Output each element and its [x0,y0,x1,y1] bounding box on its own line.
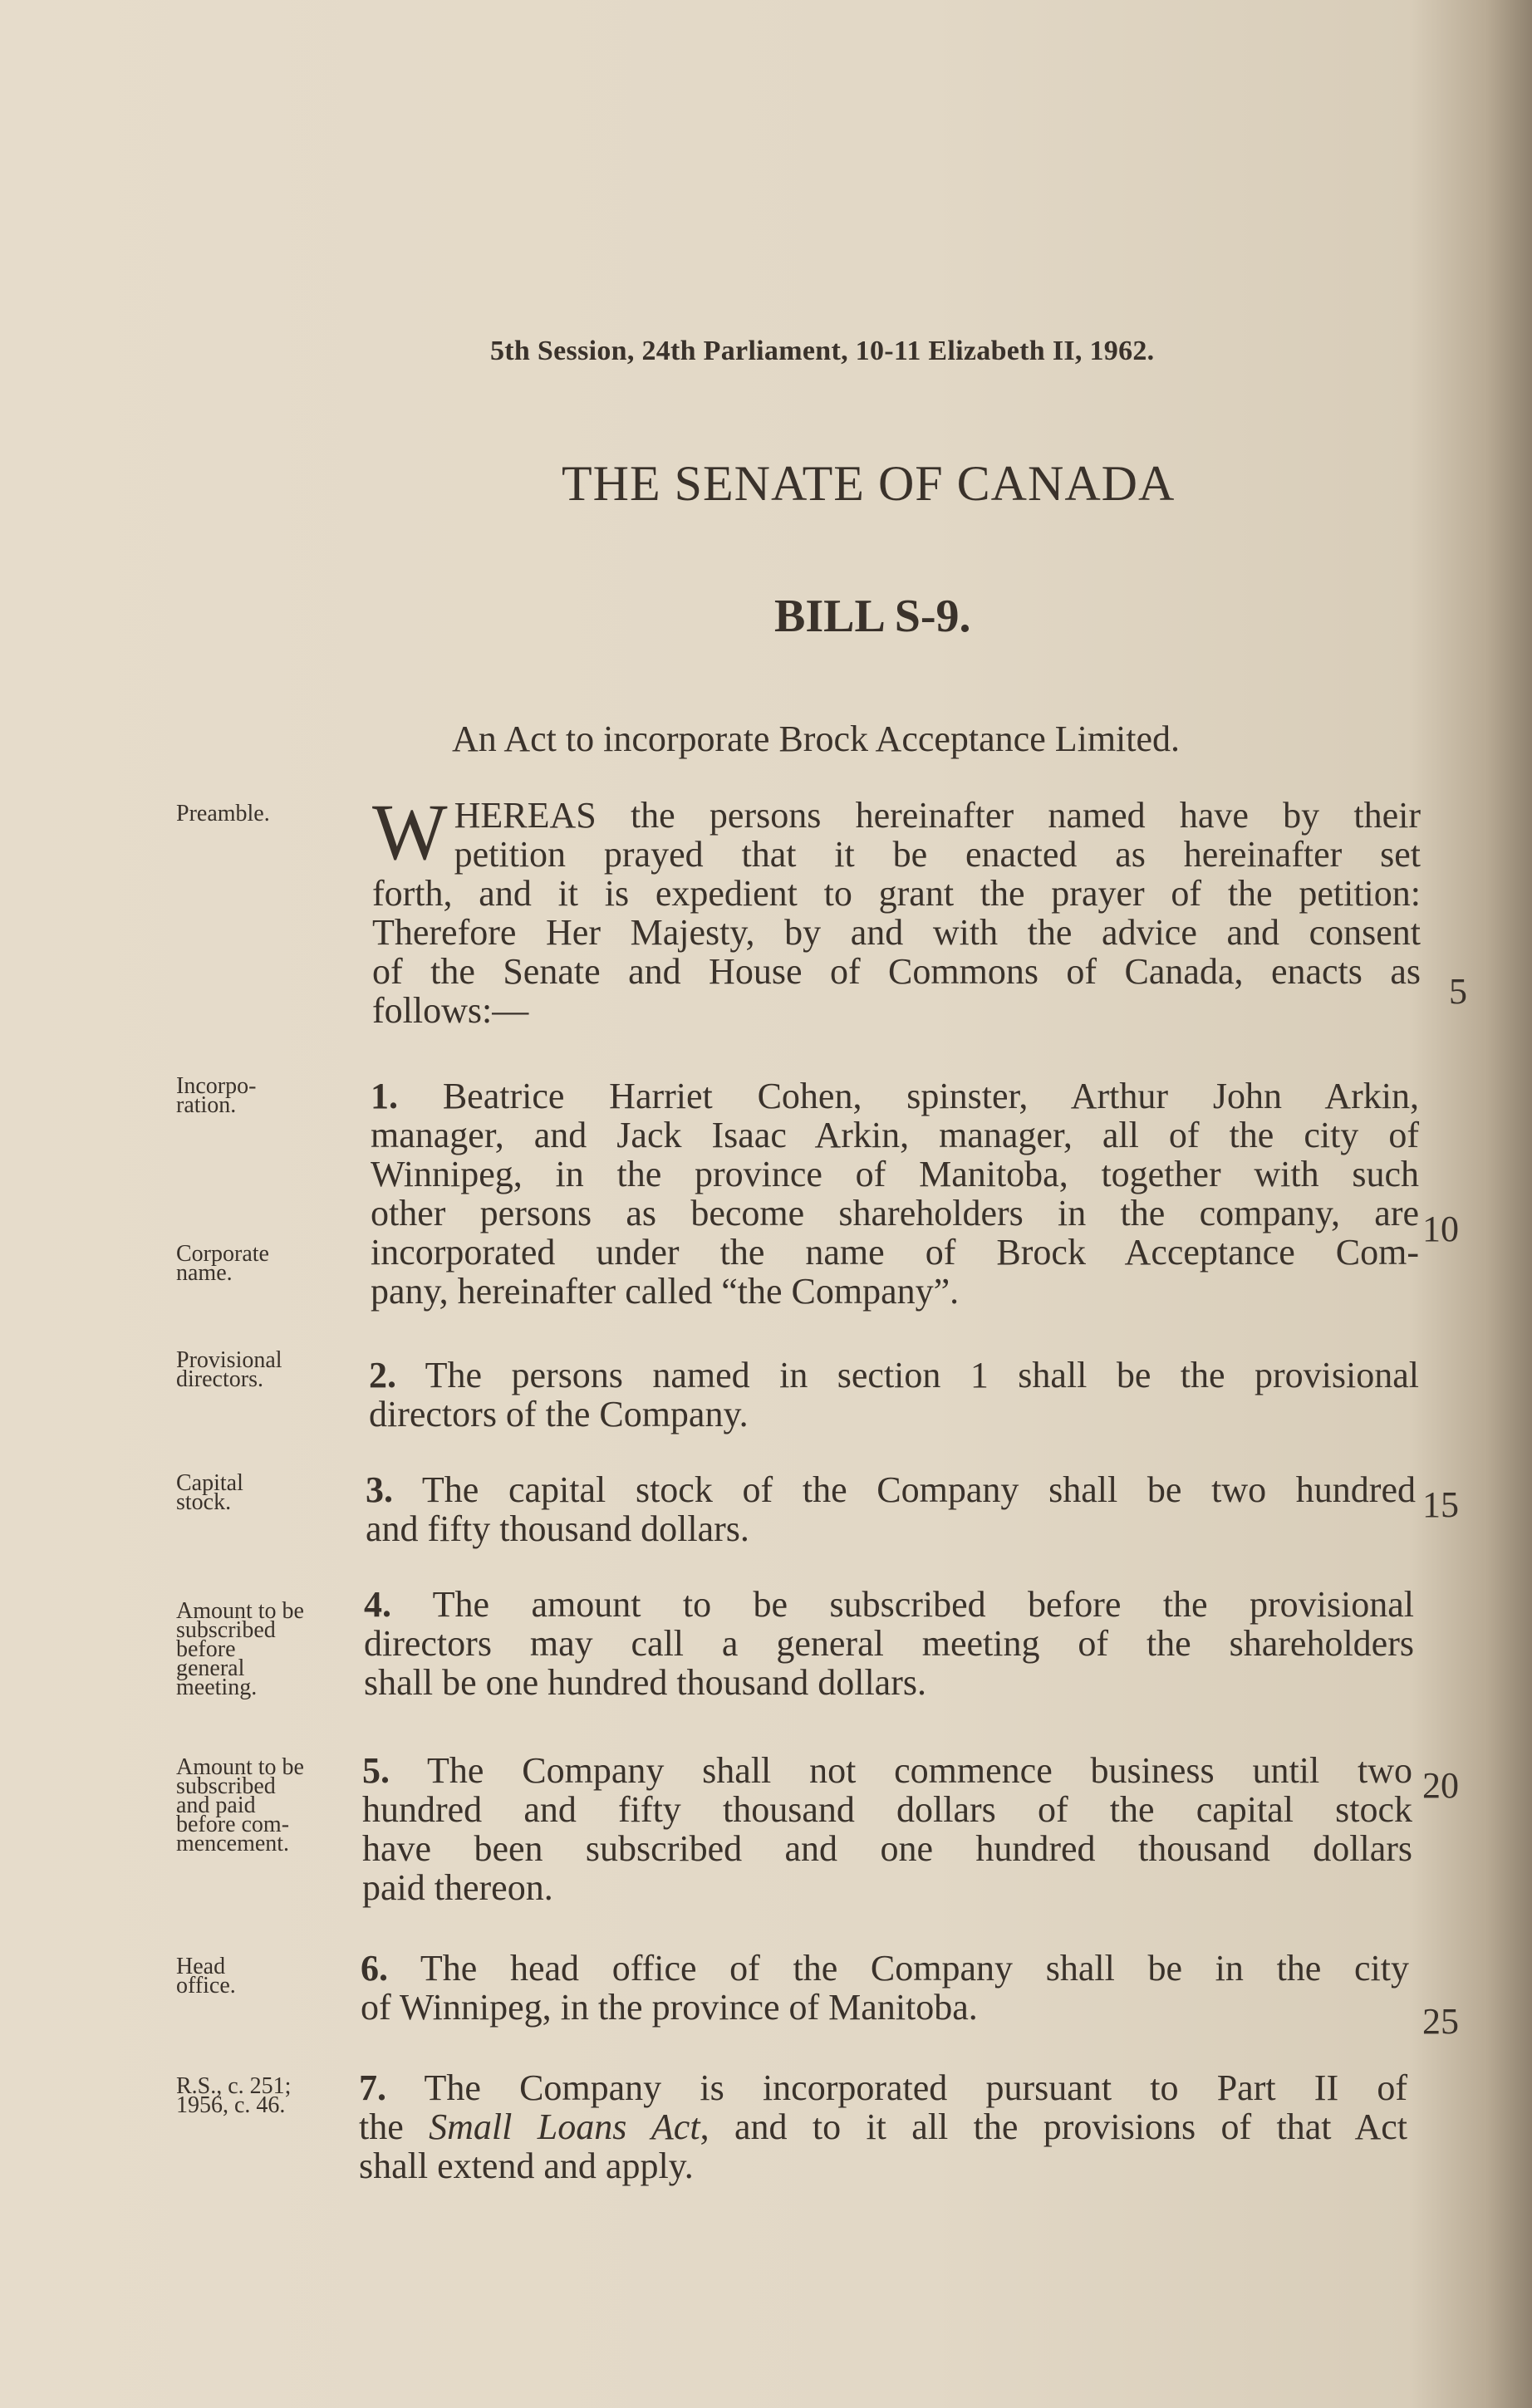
section-5 [362,1751,1412,1907]
section-number: 6. [361,1948,388,1989]
marginal-note-corporate-name: Corporate name. [176,1241,269,1286]
section-text: The persons named in section 1 shall be the provisional [425,1355,1419,1395]
section-line: directors may call a general meeting of the shareholders [364,1623,1414,1664]
marginal-note-amount-before-meeting: Amount to be subscribed before general meeting. [176,1598,304,1700]
section-line: have been subscribed and one hundred thousand dollars [362,1828,1412,1869]
section-4 [364,1585,1414,1702]
session-heading: 5th Session, 24th Parliament, 10-11 Elizabeth II, 1962. [490,336,1155,366]
line-number: 20 [1422,1765,1459,1806]
section-line [359,2068,1407,2107]
section-line: manager, and Jack Isaac Arkin, manager, all of the city of [371,1115,1419,1155]
line-number: 15 [1422,1484,1459,1525]
section-line: Winnipeg, in the province of Manitoba, together with such [371,1154,1419,1194]
section-number: 4. [364,1584,391,1625]
section-number: 2. [369,1355,396,1395]
section-line: pany, hereinafter called “the Company”. [371,1271,960,1312]
marginal-note-capital-stock: Capital stock. [176,1470,243,1515]
section-line [371,1076,1419,1116]
section-text: , and to it all the provisions of that Act [700,2106,1407,2147]
section-line: directors of the Company. [369,1394,749,1435]
preamble-line: forth, and it is expedient to grant the prayer of the petition: [372,873,1421,914]
section-line [364,1585,1414,1624]
section-line: incorporated under the name of Brock Acceptance Com- [371,1232,1419,1273]
drop-cap: W [372,787,448,876]
act-title: An Act to incorporate Brock Acceptance Limited. [452,718,1181,759]
section-line [359,2107,1407,2146]
section-text: The Company is incorporated pursuant to Part II of [424,2067,1407,2108]
section-text: The amount to be subscribed before the provisional [432,1584,1414,1625]
section-text: Beatrice Harriet Cohen, spinster, Arthur John Arkin, [442,1076,1420,1116]
section-line: shall extend and apply. [359,2146,694,2186]
marginal-note-head-office: Head office. [176,1954,236,1998]
act-citation: Small Loans Act [429,2106,700,2147]
section-2 [369,1356,1419,1434]
line-number: 25 [1422,2001,1459,2042]
section-number: 7. [359,2067,386,2108]
section-7 [359,2068,1407,2185]
senate-heading: THE SENATE OF CANADA [562,456,1176,511]
bill-number: BILL S-9. [774,591,971,642]
section-line [362,1751,1412,1790]
section-number: 5. [362,1750,390,1791]
section-line: shall be one hundred thousand dollars. [364,1662,926,1703]
line-number: 5 [1449,971,1467,1012]
preamble-line: petition prayed that it be enacted as hereinafter set [454,834,1421,875]
section-line: other persons as become shareholders in the company, are [371,1193,1419,1233]
preamble-line: of the Senate and House of Commons of Canada, enacts as [372,951,1421,992]
preamble-paragraph [372,787,1421,1031]
section-text: the [359,2106,430,2147]
section-6 [361,1949,1409,2027]
section-line [361,1949,1409,1988]
section-number: 1. [371,1076,398,1116]
marginal-note-incorporation: Incorpo- ration. [176,1073,257,1118]
section-text: The head office of the Company shall be in the city [420,1948,1409,1989]
section-line: hundred and fifty thousand dollars of the capital stock [362,1789,1412,1830]
section-line [369,1356,1419,1395]
section-line: and fifty thousand dollars. [366,1508,749,1549]
section-text: The capital stock of the Company shall be two hundred [421,1469,1416,1510]
section-1 [371,1076,1419,1311]
section-line: of Winnipeg, in the province of Manitoba. [361,1987,978,2028]
section-3 [366,1470,1416,1548]
preamble-line: Therefore Her Majesty, by and with the advice and consent [372,912,1421,953]
section-line: paid thereon. [362,1867,553,1908]
line-number: 10 [1422,1209,1459,1249]
preamble-line: follows:— [372,990,529,1031]
marginal-note-preamble: Preamble. [176,801,270,826]
section-number: 3. [366,1469,393,1510]
section-line [366,1470,1416,1509]
section-text: The Company shall not commence business until two [427,1750,1412,1791]
preamble-line: HEREAS the persons hereinafter named have by their [454,795,1421,836]
marginal-note-rs-citation: R.S., c. 251; 1956, c. 46. [176,2073,292,2118]
marginal-note-amount-before-commencement: Amount to be subscribed and paid before com- mencement. [176,1754,304,1856]
marginal-note-provisional-directors: Provisional directors. [176,1347,282,1392]
